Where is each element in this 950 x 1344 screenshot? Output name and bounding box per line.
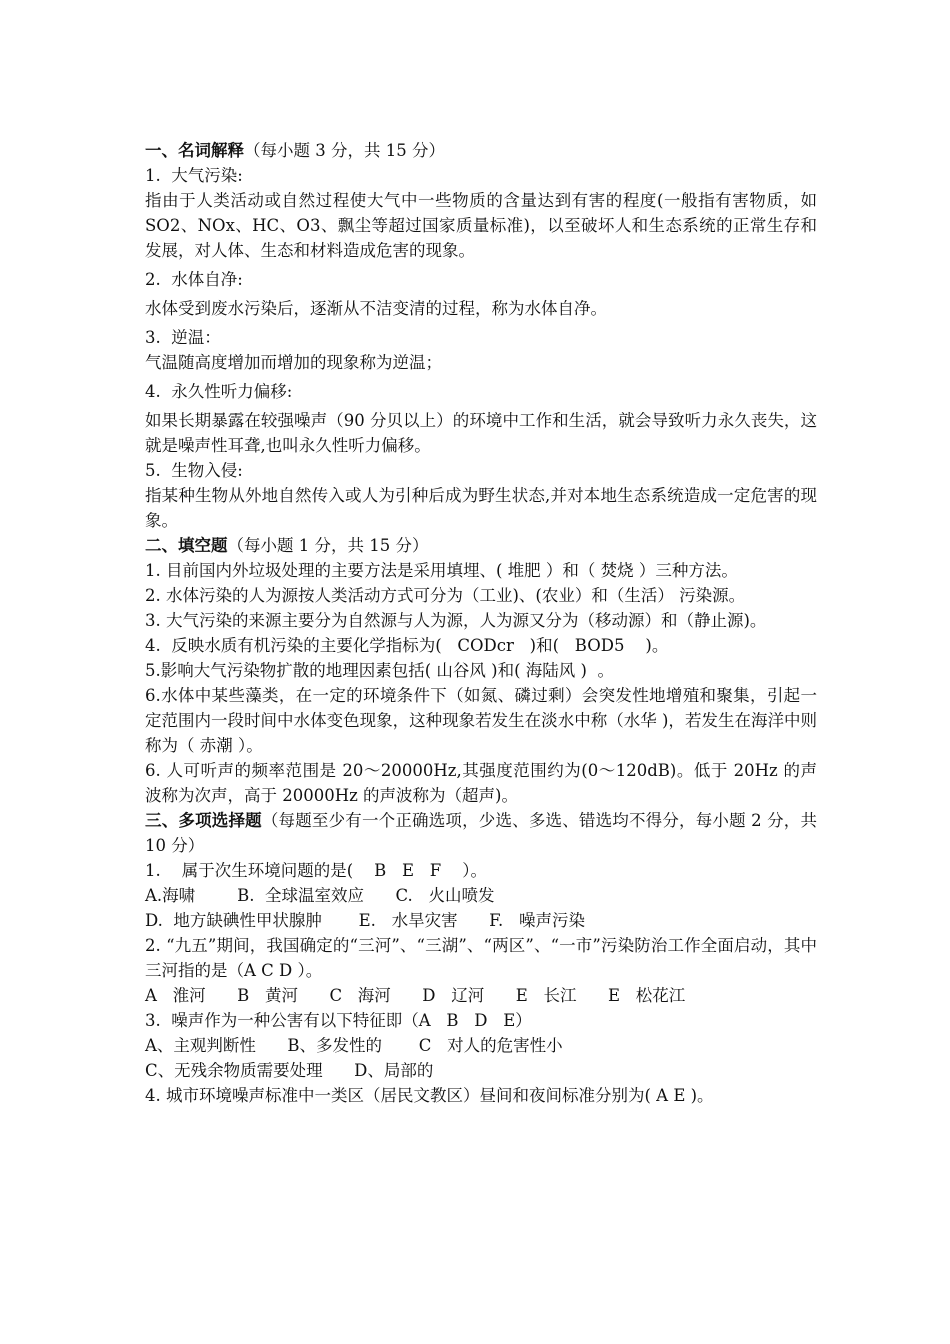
term-title: 2. 水体自净:: [145, 270, 243, 289]
choice-options: C、无残余物质需要处理 D、局部的: [145, 1061, 434, 1080]
term-definition: 如果长期暴露在较强噪声（90 分贝以上）的环境中工作和生活，就会导致听力永久丧失，这就是噪声性耳聋,也叫永久性听力偏移。: [145, 411, 817, 455]
fill-question: 6. 人可听声的频率范围是 20～20000Hz,其强度范围约为(0～120dB)。低于 20Hz 的声波称为次声，高于 20000Hz 的声波称为（超声)。: [145, 761, 817, 805]
fill-question: 3. 大气污染的来源主要分为自然源与人为源，人为源又分为（移动源）和（静止源)。: [145, 611, 767, 630]
term-definition: 水体受到废水污染后，逐渐从不洁变清的过程，称为水体自净。: [145, 299, 607, 318]
section-title: 二、填空题: [145, 536, 228, 555]
section-heading: [145, 808, 817, 858]
term-title: 3. 逆温：: [145, 328, 221, 347]
section-title: 三、多项选择题: [145, 811, 262, 830]
choice-question: 3. 噪声作为一种公害有以下特征即（A B D E）: [145, 1011, 532, 1030]
fill-question: 5.影响大气污染物扩散的地理因素包括( 山谷风 )和( 海陆风 ) 。: [145, 661, 614, 680]
term-title: 1. 大气污染:: [145, 166, 243, 185]
term-definition: 指由于人类活动或自然过程使大气中一些物质的含量达到有害的程度(一般指有害物质，如 SO2、NOx、HC、O3、飘尘等超过国家质量标准)，以至破坏人和生态系统的正常生存和发展，对人体、生态和材料造成危害的现象。: [145, 191, 817, 260]
section-score: （每小题 1 分，共 15 分）: [227, 536, 429, 555]
section-score: （每小题 3 分，共 15 分）: [244, 141, 445, 160]
choice-question: 2. “九五”期间，我国确定的“三河”、“三湖”、“两区”、“一市”污染防治工作全面启动，其中三河指的是（A C D ）。: [145, 936, 817, 980]
term-title: 4. 永久性听力偏移:: [145, 382, 293, 401]
choice-options: A 淮河 B 黄河 C 海河 D 辽河 E 长江 E 松花江: [145, 986, 686, 1005]
choice-options: D. 地方缺碘性甲状腺肿 E. 水旱灾害 F. 噪声污染: [145, 911, 585, 930]
choice-options: A、主观判断性 B、多发性的 C 对人的危害性小: [145, 1036, 563, 1055]
choice-question: 4. 城市环境噪声标准中一类区（居民文教区）昼间和夜间标准分别为( A E )。: [145, 1086, 714, 1105]
section-title: 一、名词解释: [145, 141, 244, 160]
fill-question: 1. 目前国内外垃圾处理的主要方法是采用填埋、( 堆肥 ）和（ 焚烧 ）三种方法。: [145, 561, 738, 580]
term-title: 5. 生物入侵:: [145, 461, 243, 480]
fill-question: 4. 反映水质有机污染的主要化学指标为( CODcr )和( BOD5 )。: [145, 636, 669, 655]
choice-options: A.海啸 B. 全球温室效应 C. 火山喷发: [145, 886, 495, 905]
term-definition: 气温随高度增加而增加的现象称为逆温；: [145, 353, 442, 372]
section-heading: [145, 533, 817, 558]
section-score: （每题至少有一个正确选项，少选、多选、错选均不得分，每小题 2 分，共 10 分）: [145, 811, 817, 855]
term-definition: 指某种生物从外地自然传入或人为引种后成为野生状态,并对本地生态系统造成一定危害的现象。: [145, 486, 817, 530]
section-heading: [145, 138, 817, 163]
fill-question: 6.水体中某些藻类，在一定的环境条件下（如氮、磷过剩）会突发性地增殖和聚集，引起一定范围内一段时间中水体变色现象，这种现象若发生在淡水中称（水华 )，若发生在海洋中则称为（ 赤潮 ）。: [145, 686, 817, 755]
document-page: [145, 138, 817, 1108]
fill-question: 2. 水体污染的人为源按人类活动方式可分为（工业)、(农业）和（生活） 污染源。: [145, 586, 746, 605]
choice-question: 1. 属于次生环境问题的是( B E F ）。: [145, 861, 487, 880]
